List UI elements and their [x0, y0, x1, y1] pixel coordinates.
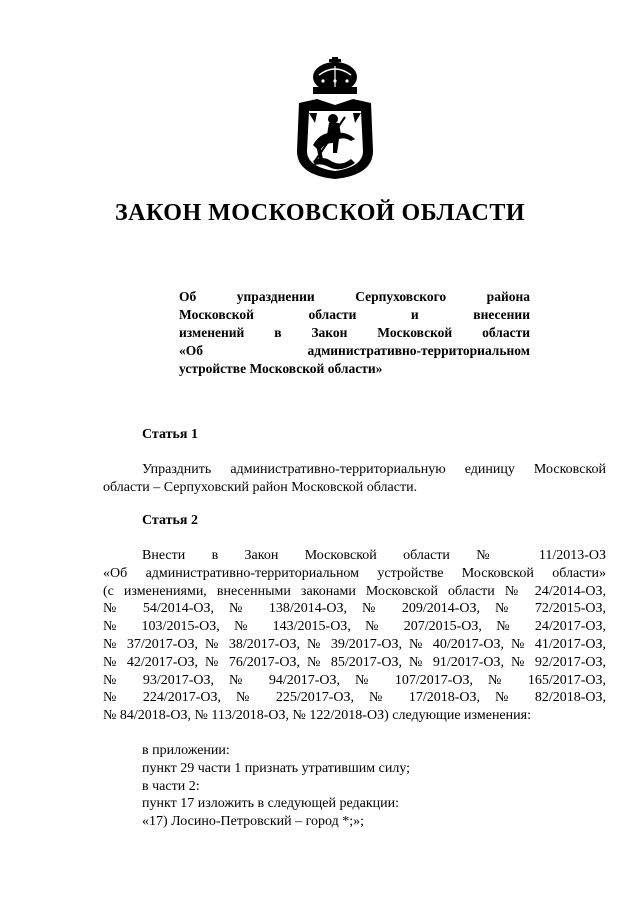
subject-line: изменений в Закон Московской области [179, 325, 530, 340]
article-2-heading: Статья 2 [142, 513, 198, 528]
article-1-heading: Статья 1 [142, 427, 198, 442]
article-2-line: «Об административно-территориальном устройстве Московской области» [103, 565, 606, 581]
article-2-line: № 84/2018-ОЗ, № 113/2018-ОЗ, № 122/2018-ОЗ) следующие изменения: [103, 708, 531, 724]
article-2-line: Внести в Закон Московской области № 11/2013-ОЗ [142, 548, 606, 563]
article-2-line: № 103/2015-ОЗ, № 143/2015-ОЗ, № 207/2015-ОЗ, № 24/2017-ОЗ, [103, 619, 606, 635]
article-1-text [103, 461, 606, 497]
list-item: пункт 29 части 1 признать утратившим силу; [142, 760, 411, 776]
article-2-line: № 54/2014-ОЗ, № 138/2014-ОЗ, № 209/2014-ОЗ, № 72/2015-ОЗ, [103, 601, 606, 617]
subject-line: Московской области и внесении [179, 307, 530, 322]
article-2-text [103, 547, 606, 725]
article-2-line: № 224/2017-ОЗ, № 225/2017-ОЗ, № 17/2018-ОЗ, № 82/2018-ОЗ, [103, 690, 606, 706]
list-item: в приложении: [142, 743, 230, 758]
amendments-list [142, 742, 410, 831]
subject-line: Об упразднении Серпуховского района [179, 289, 530, 304]
subject-line: устройстве Московской области» [179, 361, 383, 376]
article-2-line: № 42/2017-ОЗ, № 76/2017-ОЗ, № 85/2017-ОЗ, № 91/2017-ОЗ, № 92/2017-ОЗ, [103, 654, 606, 670]
article-2-line: № 37/2017-ОЗ, № 38/2017-ОЗ, № 39/2017-ОЗ, № 40/2017-ОЗ, № 41/2017-ОЗ, [103, 636, 606, 652]
list-item: в части 2: [142, 778, 200, 794]
law-subject [179, 288, 530, 378]
subject-line: «Об административно-территориальном [179, 343, 530, 358]
list-item: пункт 17 изложить в следующей редакции: [142, 796, 399, 812]
article-1-line: Упразднить административно-территориальную единицу Московской [142, 462, 606, 477]
moscow-oblast-coat-of-arms-icon [293, 57, 377, 181]
article-2-line: № 93/2017-ОЗ, № 94/2017-ОЗ, № 107/2017-ОЗ, № 165/2017-ОЗ, [103, 672, 606, 688]
document-title: ЗАКОН МОСКОВСКОЙ ОБЛАСТИ [114, 200, 525, 226]
list-item: «17) Лосино-Петровский – город *;»; [142, 814, 365, 830]
article-2-line: (с изменениями, внесенными законами Московской области № 24/2014-ОЗ, [103, 583, 606, 599]
article-1-line: области – Серпуховский район Московской области. [103, 479, 418, 495]
